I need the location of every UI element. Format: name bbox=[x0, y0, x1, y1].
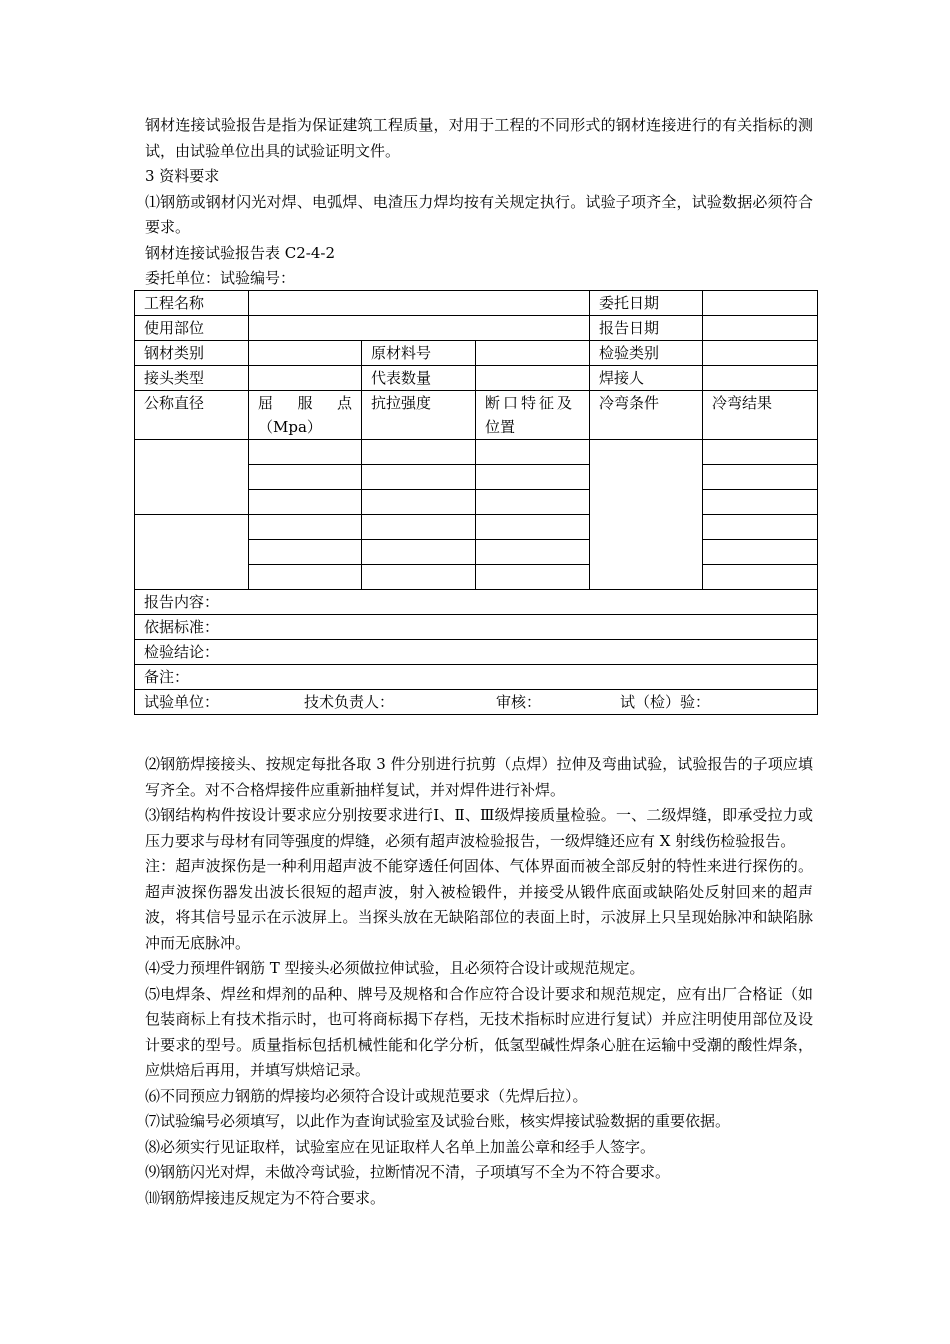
requirement-item-7: ⑺试验编号必须填写，以此作为查询试验室及试验台账，核实焊接试验数据的重要依据。 bbox=[145, 1112, 731, 1130]
fracture-cell[interactable] bbox=[476, 540, 590, 565]
nominal-diameter-header: 公称直径 bbox=[135, 391, 249, 440]
bend-result-cell[interactable] bbox=[703, 465, 818, 490]
test-unit-label: 试验单位： bbox=[144, 693, 220, 711]
tester-label: 试（检）验： bbox=[620, 693, 711, 711]
table-row bbox=[135, 341, 818, 366]
requirement-item-10: ⑽钢筋焊接违反规定为不符合要求。 bbox=[145, 1188, 386, 1207]
table-title: 钢材连接试验报告表 C2-4-2 bbox=[145, 243, 336, 262]
joint-type-label: 接头类型 bbox=[135, 366, 249, 391]
material-no-value[interactable] bbox=[476, 341, 590, 366]
client-line: 委托单位：试验编号： bbox=[145, 269, 296, 287]
yield-point-header: 屈 服 点 （Mpa） bbox=[249, 391, 362, 440]
fracture-cell[interactable] bbox=[476, 565, 590, 590]
rep-quantity-label: 代表数量 bbox=[362, 366, 476, 391]
commission-date-label: 委托日期 bbox=[590, 291, 703, 316]
conclusion-row[interactable]: 检验结论： bbox=[135, 640, 818, 665]
requirement-item-8: ⑻必须实行见证取样，试验室应在见证取样人名单上加盖公章和经手人签字。 bbox=[145, 1137, 656, 1156]
project-name-value[interactable] bbox=[249, 291, 590, 316]
yield-cell[interactable] bbox=[249, 515, 362, 540]
requirement-item-4: ⑷受力预埋件钢筋 T 型接头必须做拉伸试验，且必须符合设计或规范规定。 bbox=[145, 959, 645, 977]
tensile-cell[interactable] bbox=[362, 440, 476, 465]
commission-date-value[interactable] bbox=[703, 291, 818, 316]
requirement-item-3: ⑶钢结构构件按设计要求应分别按要求进行Ⅰ、Ⅱ、Ⅲ级焊接质量检验。一、二级焊缝，即承受拉力或压力要求与母材有同等强度的焊缝，必须有超声波检验报告，一级焊缝还应有 X 射线伤检验报告。 bbox=[145, 806, 813, 850]
steel-type-value[interactable] bbox=[249, 341, 362, 366]
inspection-type-value[interactable] bbox=[703, 341, 818, 366]
yield-cell[interactable] bbox=[249, 440, 362, 465]
section-heading: 3 资料要求 bbox=[145, 167, 220, 185]
diameter-cell[interactable] bbox=[135, 515, 249, 590]
inspection-type-label: 检验类别 bbox=[590, 341, 703, 366]
yield-cell[interactable] bbox=[249, 565, 362, 590]
report-date-label: 报告日期 bbox=[590, 316, 703, 341]
welder-value[interactable] bbox=[703, 366, 818, 391]
tensile-cell[interactable] bbox=[362, 540, 476, 565]
requirement-item-9: ⑼钢筋闪光对焊，未做冷弯试验，拉断情况不清，子项填写不全为不符合要求。 bbox=[145, 1163, 671, 1181]
report-content-row[interactable]: 报告内容： bbox=[135, 590, 818, 615]
joint-type-value[interactable] bbox=[249, 366, 362, 391]
material-no-label: 原材料号 bbox=[362, 341, 476, 366]
fracture-cell[interactable] bbox=[476, 440, 590, 465]
table-row bbox=[135, 291, 818, 316]
intro-section bbox=[145, 113, 813, 292]
tensile-cell[interactable] bbox=[362, 465, 476, 490]
bend-result-cell[interactable] bbox=[703, 440, 818, 465]
bend-condition-header: 冷弯条件 bbox=[590, 391, 703, 440]
project-name-label: 工程名称 bbox=[135, 291, 249, 316]
requirement-item-5: ⑸电焊条、焊丝和焊剂的品种、牌号及规格和合作应符合设计要求和规范规定，应有出厂合格证（如包装商标上有技术指示时，也可将商标揭下存档，无技术指标时应进行复试）并应注明使用部位及设计要求的型号。质量指标包括机械性能和化学分析，低氢型碱性焊条心脏在运输中受潮的酸性焊条，应烘焙后再用，并填写烘焙记录。 bbox=[145, 984, 813, 1079]
fracture-cell[interactable] bbox=[476, 515, 590, 540]
tensile-cell[interactable] bbox=[362, 515, 476, 540]
table-row bbox=[135, 665, 818, 690]
bend-result-cell[interactable] bbox=[703, 490, 818, 515]
yield-cell[interactable] bbox=[249, 490, 362, 515]
steel-type-label: 钢材类别 bbox=[135, 341, 249, 366]
tensile-cell[interactable] bbox=[362, 490, 476, 515]
rep-quantity-value[interactable] bbox=[476, 366, 590, 391]
fracture-cell[interactable] bbox=[476, 490, 590, 515]
bend-condition-cell[interactable] bbox=[590, 440, 703, 590]
diameter-cell[interactable] bbox=[135, 440, 249, 515]
requirement-item-6: ⑹不同预应力钢筋的焊接均必须符合设计或规范要求（先焊后拉）。 bbox=[145, 1086, 588, 1105]
table-row bbox=[135, 366, 818, 391]
bend-result-cell[interactable] bbox=[703, 565, 818, 590]
tech-lead-label: 技术负责人： bbox=[304, 693, 395, 711]
basis-standard-row[interactable]: 依据标准： bbox=[135, 615, 818, 640]
table-row bbox=[135, 640, 818, 665]
table-header-row bbox=[135, 391, 818, 440]
tensile-strength-header: 抗拉强度 bbox=[362, 391, 476, 440]
bend-result-cell[interactable] bbox=[703, 515, 818, 540]
requirements-section bbox=[145, 752, 813, 1211]
fracture-cell[interactable] bbox=[476, 465, 590, 490]
intro-paragraph: 钢材连接试验报告是指为保证建筑工程质量，对用于工程的不同形式的钢材连接进行的有关指标的测试，由试验单位出具的试验证明文件。 bbox=[145, 116, 813, 160]
welder-label: 焊接人 bbox=[590, 366, 703, 391]
table-row bbox=[135, 515, 818, 540]
table-row bbox=[135, 590, 818, 615]
report-date-value[interactable] bbox=[703, 316, 818, 341]
use-location-label: 使用部位 bbox=[135, 316, 249, 341]
table-row bbox=[135, 690, 818, 715]
ultrasonic-note: 注：超声波探伤是一种利用超声波不能穿透任何固体、气体界面而被全部反射的特性来进行探伤的。超声波探伤器发出波长很短的超声波，射入被检锻件，并接受从锻件底面或缺陷处反射回来的超声波，将其信号显示在示波屏上。当探头放在无缺陷部位的表面上时，示波屏上只呈现始脉冲和缺陷脉冲而无底脉冲。 bbox=[145, 857, 813, 952]
table-row bbox=[135, 316, 818, 341]
yield-cell[interactable] bbox=[249, 540, 362, 565]
bend-result-header: 冷弯结果 bbox=[703, 391, 818, 440]
signature-row bbox=[135, 690, 818, 715]
requirement-item-1: ⑴钢筋或钢材闪光对焊、电弧焊、电渣压力焊均按有关规定执行。试验子项齐全，试验数据必须符合要求。 bbox=[145, 192, 813, 236]
table-row bbox=[135, 615, 818, 640]
tensile-cell[interactable] bbox=[362, 565, 476, 590]
remarks-row[interactable]: 备注： bbox=[135, 665, 818, 690]
bend-result-cell[interactable] bbox=[703, 540, 818, 565]
review-label: 审核： bbox=[496, 693, 542, 711]
yield-cell[interactable] bbox=[249, 465, 362, 490]
table-row bbox=[135, 440, 818, 465]
fracture-header: 断口特征及 位置 bbox=[476, 391, 590, 440]
steel-connection-report-table bbox=[134, 290, 818, 715]
use-location-value[interactable] bbox=[249, 316, 590, 341]
requirement-item-2: ⑵钢筋焊接接头、按规定每批各取 3 件分别进行抗剪（点焊）拉伸及弯曲试验，试验报告的子项应填写齐全。对不合格焊接件应重新抽样复试，并对焊件进行补焊。 bbox=[145, 755, 813, 799]
